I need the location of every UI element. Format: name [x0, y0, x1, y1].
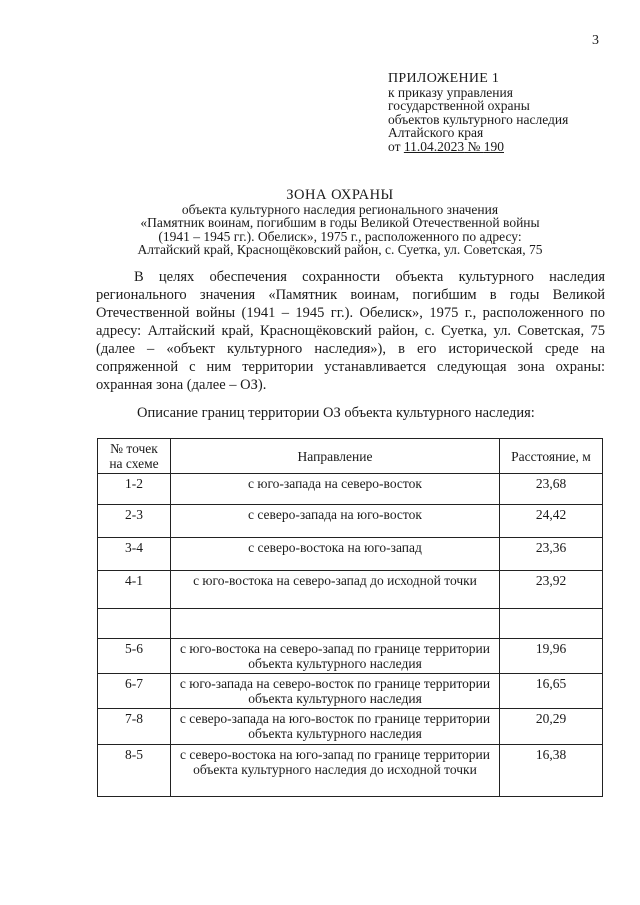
- cell-points: 1-2: [98, 474, 171, 505]
- header-distance: Расстояние, м: [500, 439, 603, 474]
- table-row: [98, 505, 603, 538]
- table-row: [98, 538, 603, 571]
- paragraph-line: В целях обеспечения сохранности объекта культурного наследия: [134, 269, 605, 285]
- order-date-line: [388, 140, 568, 154]
- paragraph-line: Отечественной войны (1941 – 1945 гг.). Обелиск», 1975 г., расположенного по: [96, 305, 605, 321]
- table-row: [98, 639, 603, 674]
- heading-line: «Памятник воинам, погибшим в годы Великой Отечественной войны: [140, 215, 540, 231]
- heading-line: (1941 – 1945 гг.). Обелиск», 1975 г., расположенного по адресу:: [158, 228, 522, 244]
- paragraph-line: (далее – «объект культурного наследия»), в его исторической среде на: [96, 341, 605, 357]
- cell-points: 5-6: [98, 639, 171, 674]
- table-row-empty: [98, 609, 603, 639]
- appendix-title: ПРИЛОЖЕНИЕ 1: [388, 71, 500, 86]
- heading-line: Алтайский край, Краснощёковский район, с. Суетка, ул. Советская, 75: [137, 242, 543, 258]
- cell-distance: 23,92: [500, 571, 603, 609]
- cell-direction: с юго-запада на северо-восток: [171, 474, 500, 505]
- table-row: [98, 745, 603, 797]
- cell-points: 7-8: [98, 709, 171, 745]
- appendix-block: [388, 72, 568, 153]
- table-row: [98, 709, 603, 745]
- cell-points: 2-3: [98, 505, 171, 538]
- cell-direction: с юго-запада на северо-восток по границе территории объекта культурного наследия: [171, 674, 500, 709]
- header-points: [98, 439, 171, 474]
- document-heading: [60, 189, 620, 257]
- cell-direction: с северо-востока на юго-запад: [171, 538, 500, 571]
- table-row: [98, 474, 603, 505]
- cell-points: 3-4: [98, 538, 171, 571]
- cell-distance: 19,96: [500, 639, 603, 674]
- cell-distance: 16,65: [500, 674, 603, 709]
- paragraph-line: регионального значения «Памятник воинам, погибшим в годы Великой: [96, 287, 605, 303]
- body-paragraph: [96, 268, 605, 394]
- header-points-line: на схеме: [109, 456, 159, 471]
- appendix-line: Алтайского края: [388, 125, 484, 140]
- cell-distance: 24,42: [500, 505, 603, 538]
- cell-direction: с юго-востока на северо-запад до исходной точки: [171, 571, 500, 609]
- cell-direction: с юго-востока на северо-запад по границе территории объекта культурного наследия: [171, 639, 500, 674]
- order-date: 11.04.2023: [403, 138, 465, 154]
- number-sign: №: [464, 138, 484, 154]
- cell-points: 4-1: [98, 571, 171, 609]
- paragraph-line: охранная зона (далее – ОЗ).: [96, 377, 267, 393]
- paragraph-line: адресу: Алтайский край, Краснощёковский район, с. Суетка, ул. Советская, 75: [96, 323, 605, 339]
- cell-distance: 20,29: [500, 709, 603, 745]
- date-prefix: от: [388, 138, 404, 154]
- heading-line: объекта культурного наследия регионального значения: [181, 201, 499, 217]
- order-number: 190: [483, 138, 504, 154]
- cell-direction: с северо-востока на юго-запад по границе территории объекта культурного наследия до исходной точки: [171, 745, 500, 797]
- header-points-line: № точек: [110, 441, 158, 456]
- heading-title: ЗОНА ОХРАНЫ: [286, 187, 394, 203]
- table-caption: Описание границ территории ОЗ объекта культурного наследия:: [137, 405, 535, 421]
- cell-direction: с северо-запада на юго-восток: [171, 505, 500, 538]
- appendix-line: объектов культурного наследия: [388, 111, 569, 127]
- cell-points: [98, 609, 171, 639]
- cell-distance: [500, 609, 603, 639]
- cell-distance: 16,38: [500, 745, 603, 797]
- table-header-row: [98, 439, 603, 474]
- cell-points: 6-7: [98, 674, 171, 709]
- table-row: [98, 674, 603, 709]
- page-number: 3: [592, 33, 599, 48]
- appendix-line: к приказу управления: [388, 84, 513, 100]
- cell-distance: 23,68: [500, 474, 603, 505]
- cell-distance: 23,36: [500, 538, 603, 571]
- paragraph-line: сопряженной с ним территории устанавливается следующая зона охраны:: [96, 359, 605, 375]
- table-row: [98, 571, 603, 609]
- cell-points: 8-5: [98, 745, 171, 797]
- header-direction: Направление: [171, 439, 500, 474]
- appendix-line: государственной охраны: [388, 98, 530, 113]
- cell-direction: [171, 609, 500, 639]
- boundaries-table: [97, 438, 603, 797]
- cell-direction: с северо-запада на юго-восток по границе территории объекта культурного наследия: [171, 709, 500, 745]
